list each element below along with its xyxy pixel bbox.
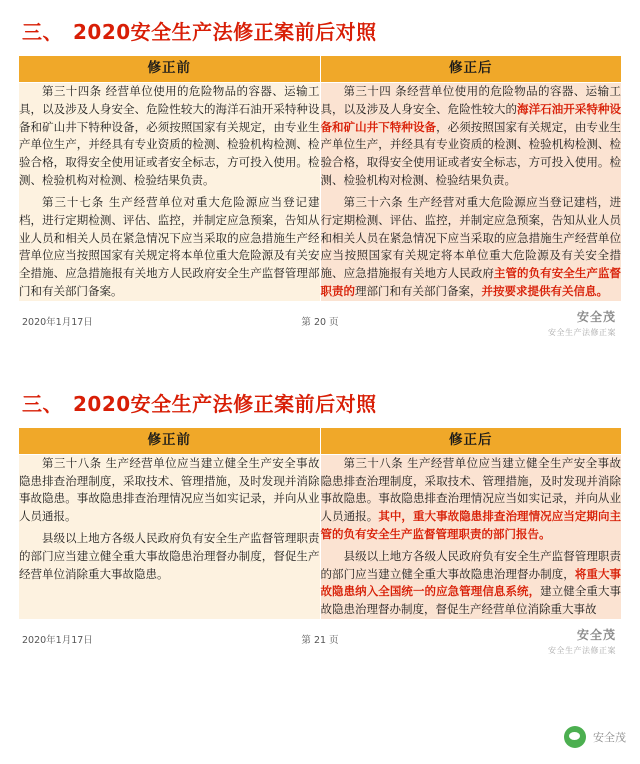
column-header-before-1: 修正前	[19, 56, 321, 83]
after-run: 第三十八条 生产经营单位应当建立健全生产安全事故隐患排查治理制度，采取技术、管理措施，及时发现并消除事故隐患。事故隐患排查治理情况应当如实记录，并向从业人员通报。	[320, 455, 621, 524]
after-run-highlight: 将重大事故隐患纳入全国统一的应急管理信息系统，	[320, 566, 622, 599]
page-title-1	[22, 16, 622, 45]
title-text-2: 2020安全生产法修正案前后对照	[73, 391, 377, 416]
cell-before-1	[19, 83, 321, 302]
after-run-highlight: 其中，重大事故隐患排查治理情况应当定期向主管的负有安全生产监督管理职责的部门报告。	[320, 509, 622, 541]
footer-date-2: 2020年1月17日	[22, 635, 93, 647]
column-header-after-2: 修正后	[320, 427, 622, 454]
cell-before-2	[19, 454, 321, 619]
after-para-2-1	[321, 455, 622, 544]
after-para-1-1	[321, 83, 622, 190]
title-number-1: 三、	[22, 20, 63, 44]
slide-2	[0, 364, 640, 666]
watermark-main-1: 安全茂	[576, 309, 616, 324]
wechat-account-name: 安全茂	[593, 731, 626, 744]
watermark-1	[548, 308, 616, 338]
table-header-row	[19, 56, 622, 83]
wechat-icon	[564, 726, 586, 748]
table-header-row	[19, 427, 622, 454]
cell-after-2	[320, 454, 622, 619]
column-header-before-2: 修正前	[19, 427, 321, 454]
cell-after-1	[320, 83, 622, 302]
table-row	[19, 454, 622, 619]
table-row	[19, 83, 622, 302]
after-run: 县级以上地方各级人民政府负有安全生产监督管理职责的部门应当建立健全重大事故隐患治理督办制度，	[320, 548, 621, 581]
slide-footer-1	[18, 308, 622, 348]
watermark-sub-1: 安全生产法修正案	[548, 327, 616, 337]
after-run-highlight: 海洋石油开采特种设备和矿山井下特种设备	[320, 101, 622, 134]
after-run-highlight: 并按要求提供有关信息。	[481, 283, 608, 298]
after-run: 第三十四 条经营单位使用的危险物品的容器、运输工具，以及涉及人身安全、危险性较大的	[320, 84, 621, 116]
wechat-account-badge[interactable]	[564, 726, 626, 748]
title-text-1: 2020安全生产法修正案前后对照	[73, 20, 377, 44]
page-title-2	[22, 388, 622, 417]
comparison-table-1	[18, 55, 622, 302]
footer-page-number-2: 第 21 页	[301, 635, 339, 647]
footer-page-number-1: 第 20 页	[301, 316, 339, 328]
before-para-1-1: 第三十四条 经营单位使用的危险物品的容器、运输工具，以及涉及人身安全、危险性较大的海洋石油开采特种设备和矿山井下特种设备，必须按照国家有关规定，由专业生产单位生产，并经具有专业资质的检测、检验机构检测、检验合格，取得安全使用证或者安全标志，方可投入使用。检测、检验机构对检测、检验结果负责。	[19, 84, 320, 188]
after-run: 第三十六条 生产经营对重大危险源应当登记建档，进行定期检测、评估、监控，并制定应急预案，告知从业人员和相关人员在紧急情况下应当采取的应急措施生产经营单位应当按照国家有关规定将本单位重大危险源及有关安全措施、应急措施报有关地方人民政府	[320, 194, 621, 281]
watermark-sub-2: 安全生产法修正案	[548, 646, 616, 656]
after-run-highlight: 主管的负有安全生产监督职责的	[320, 266, 622, 298]
watermark-main-2: 安全茂	[576, 628, 616, 643]
title-number-2: 三、	[22, 391, 63, 416]
after-run: ，必须按照国家有关规定，由专业生产单位生产，并经具有专业资质的检测、检验机构检测、检验合格，取得安全使用证或者安全标志，方可投入使用。检测、检验机构对检测、检验结果负责。	[320, 119, 622, 188]
comparison-table-2	[18, 427, 622, 620]
after-run: 建立健全重大事故隐患治理督办制度，督促生产经营单位消除重大事故	[320, 584, 621, 617]
after-para-2-2	[321, 548, 622, 619]
watermark-2	[548, 626, 616, 656]
slide-1	[0, 0, 640, 348]
after-run: 理部门和有关部门备案，	[355, 283, 482, 298]
before-para-2-2: 县级以上地方各级人民政府负有安全生产监督管理职责的部门应当建立健全重大事故隐患治理督办制度，督促生产经营单位消除重大事故隐患。	[19, 531, 320, 581]
before-para-2-1: 第三十八条 生产经营单位应当建立健全生产安全事故隐患排查治理制度，采取技术、管理措施，及时发现并消除事故隐患。事故隐患排查治理情况应当如实记录，并向从业人员通报。	[19, 455, 320, 524]
footer-date-1: 2020年1月17日	[22, 316, 93, 328]
before-para-1-2: 第三十七条 生产经营单位对重大危险源应当登记建档，进行定期检测、评估、监控，并制定应急预案，告知从业人员和相关人员在紧急情况下应当采取的应急措施生产经营单位应当按照国家有关规定将本单位重大危险源及有关安全措施、应急措施报有关地方人民政府安全生产监督管理部门和有关部门备案。	[19, 194, 320, 298]
column-header-after-1: 修正后	[320, 56, 622, 83]
slide-footer-2	[18, 626, 622, 666]
after-para-1-2	[321, 194, 622, 301]
slide-divider	[0, 348, 640, 364]
